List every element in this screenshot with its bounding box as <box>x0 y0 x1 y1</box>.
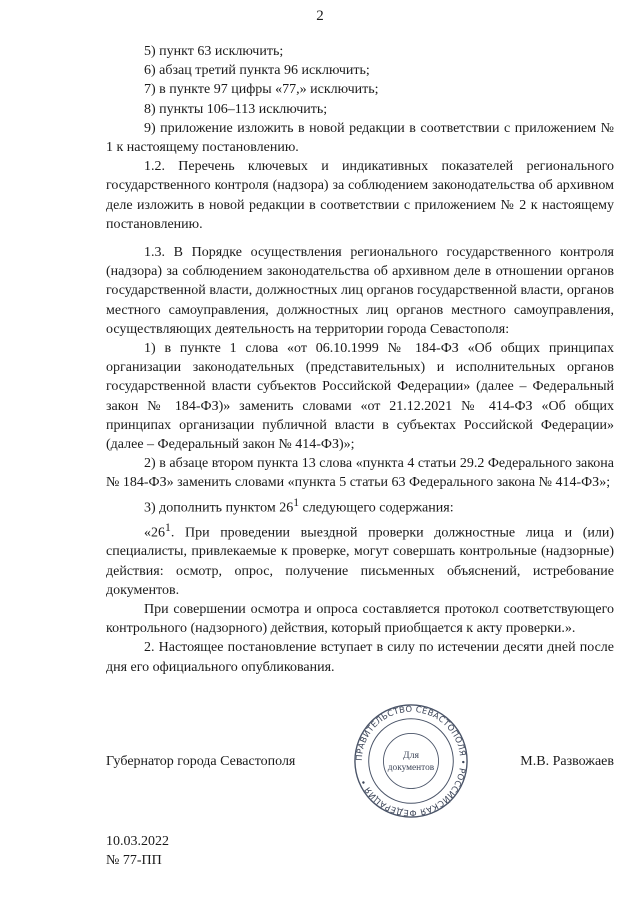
document-body <box>106 42 614 677</box>
item-8: 8) пункты 106–113 исключить; <box>144 101 328 117</box>
signatory-name: М.В. Развожаев <box>520 754 614 769</box>
item-6: 6) абзац третий пункта 96 исключить; <box>144 63 370 79</box>
subitem-1: 1) в пункте 1 слова «от 06.10.1999 № 184-ФЗ «Об общих принципах организации законодательных (представительных) и исполнительных органов государственной власти субъектов Российской Федерации» (далее – Федеральный закон № 184-ФЗ)» заменить словами «от 21.12.2021 № 414-ФЗ «Об общих принципах организации публичной власти в субъектах Российской Федерации» (далее – Федеральный закон № 414-ФЗ)»; <box>106 341 614 453</box>
official-seal <box>352 702 470 820</box>
seal-inner-line-1: Для <box>402 750 420 762</box>
quoted-point-26-1: «$26^1$. При проведении выездной проверки должностные лица и (или) специалисты, привлекаемые к проверке, могут совершать контрольные (надзорные) действия: осмотр, опрос, получение письменных объяснений, истребование документов. <box>106 520 614 598</box>
subitem-3: 3) дополнить пунктом $26^1$ следующего содержания: <box>144 495 454 516</box>
item-5: 5) пункт 63 исключить; <box>144 44 284 59</box>
paragraph-1-2: 1.2. Перечень ключевых и индикативных показателей регионального государственного контроля (надзора) за соблюдением законодательства об архивном деле изложить в новой редакции в соответствии с приложением № 2 к настоящему постановлению. <box>106 159 614 232</box>
document-date: 10.03.2022 <box>106 834 169 849</box>
paragraph-2: 2. Настоящее постановление вступает в силу по истечении десяти дней после дня его официального опубликования. <box>106 640 614 675</box>
seal-inner-line-2: документов <box>387 762 435 773</box>
quoted-protocol-paragraph: При совершении осмотра и опроса составляется протокол соответствующего контрольного (надзорного) действия, который приобщается к акту проверки.». <box>106 602 614 637</box>
signatory-position: Губернатор города Севастополя <box>106 754 296 769</box>
subitem-2: 2) в абзаце втором пункта 13 слова «пункта 4 статьи 29.2 Федерального закона № 184-ФЗ» заменить словами «пункта 5 статьи 63 Федерального закона № 414-ФЗ»; <box>106 456 614 491</box>
paragraph-1-3: 1.3. В Порядке осуществления регионального государственного контроля (надзора) за соблюдением законодательства об архивном деле в отношении органов государственной власти, должностных лиц органов государственной власти, органов местного самоуправления, должностных лиц органов местного самоуправления, осуществляющих деятельность на территории города Севастополя: <box>106 245 614 337</box>
document-number: № 77-ПП <box>106 853 162 868</box>
item-7: 7) в пункте 97 цифры «77,» исключить; <box>144 82 379 98</box>
seal-outer-text: ПРАВИТЕЛЬСТВО СЕВАСТОПОЛЯ • РОССИЙСКАЯ ФЕДЕРАЦИЯ • <box>353 703 469 819</box>
page-number: 2 <box>316 8 324 24</box>
item-9: 9) приложение изложить в новой редакции в соответствии с приложением № 1 к настоящему постановлению. <box>106 120 614 156</box>
